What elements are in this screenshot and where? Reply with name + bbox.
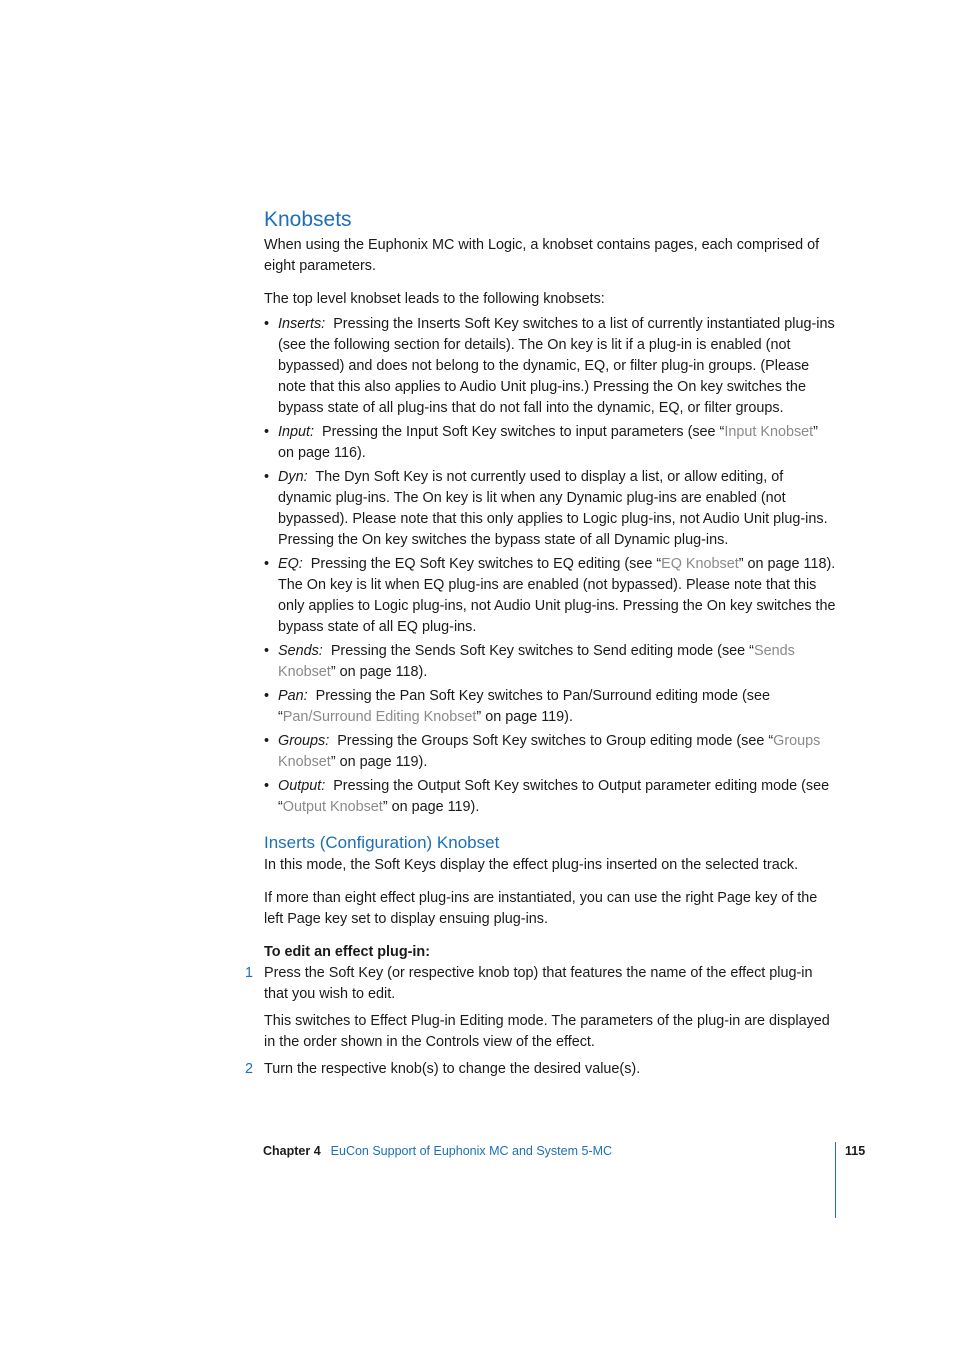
subsection-paragraph-1: In this mode, the Soft Keys display the effect plug-ins inserted on the selected track. xyxy=(264,857,799,873)
step-text: Turn the respective knob(s) to change the desired value(s). xyxy=(264,1061,641,1077)
page-content xyxy=(245,205,836,1080)
page-number: 115 xyxy=(845,1144,866,1158)
lead-paragraph: The top level knobset leads to the following knobsets: xyxy=(264,291,605,307)
footer-divider xyxy=(835,1142,836,1218)
step-1 xyxy=(245,963,836,1053)
list-item: • Input: Pressing the Input Soft Key switches to input parameters (see “Input Knobset” on page 116). xyxy=(264,424,818,461)
step-note: This switches to Effect Plug-in Editing mode. The parameters of the plug-in are displayed in the order shown in the Controls view of the effect. xyxy=(264,1013,830,1050)
page-footer xyxy=(263,1142,612,1160)
intro-paragraph: When using the Euphonix MC with Logic, a knobset contains pages, each comprised of eight parameters. xyxy=(264,237,820,274)
output-knobset-link[interactable]: Output Knobset xyxy=(282,799,383,815)
subsection-title: Inserts (Configuration) Knobset xyxy=(264,833,500,852)
subsection-paragraph-2: If more than eight effect plug-ins are instantiated, you can use the right Page key of the left Page key set to display ensuing plug-ins. xyxy=(264,890,818,927)
section-title: Knobsets xyxy=(264,208,352,231)
list-item: • Sends: Pressing the Sends Soft Key switches to Send editing mode (see “Sends Knobset” on page 118). xyxy=(264,643,795,680)
step-2 xyxy=(245,1059,836,1080)
step-text: Press the Soft Key (or respective knob top) that features the name of the effect plug-in that you wish to edit. xyxy=(264,965,813,1002)
knobset-list xyxy=(264,314,836,818)
sends-knobset-link[interactable]: Sends Knobset xyxy=(278,643,795,680)
step-number: 2 xyxy=(245,1061,254,1077)
input-knobset-link[interactable]: Input Knobset xyxy=(724,424,814,440)
footer-chapter: Chapter 4 xyxy=(263,1144,321,1158)
procedure-title: To edit an effect plug-in: xyxy=(264,944,431,960)
list-item: • Dyn: The Dyn Soft Key is not currently used to display a list, or allow editing, of dynamic plug-ins. The On key is lit when any Dynamic plug-ins are enabled (not bypassed). Please note that this only applies to Logic plug-ins, not Audio Unit plug-ins. Pressing the On key switches the bypass state of all Dynamic plug-ins. xyxy=(264,469,828,548)
footer-chapter-title: EuCon Support of Euphonix MC and System 5-MC xyxy=(330,1144,613,1158)
pan-surround-knobset-link[interactable]: Pan/Surround Editing Knobset xyxy=(282,709,477,725)
eq-knobset-link[interactable]: EQ Knobset xyxy=(661,556,739,572)
list-item: • Groups: Pressing the Groups Soft Key switches to Group editing mode (see “Groups Knobset” on page 119). xyxy=(264,733,821,770)
groups-knobset-link[interactable]: Groups Knobset xyxy=(278,733,821,770)
list-item: • Output: Pressing the Output Soft Key switches to Output parameter editing mode (see “Output Knobset” on page 119). xyxy=(264,778,830,815)
list-item: • Pan: Pressing the Pan Soft Key switches to Pan/Surround editing mode (see “Pan/Surround Editing Knobset” on page 119). xyxy=(264,688,770,725)
list-item: • EQ: Pressing the EQ Soft Key switches to EQ editing (see “EQ Knobset” on page 118). The On key is lit when EQ plug-ins are enabled (not bypassed). Please note that this only applies to Logic plug-ins, not Audio Unit plug-ins. Pressing the On key switches the bypass state of all EQ plug-ins. xyxy=(264,556,836,635)
list-item: • Inserts: Pressing the Inserts Soft Key switches to a list of currently instantiated plug-ins (see the following section for details). The On key is lit if a plug-in is enabled (not bypassed) and does not belong to the dynamic, EQ, or filter plug-in groups. (Please note that this also applies to Audio Unit plug-ins.) Pressing the On key switches the bypass state of all plug-ins that do not fall into the dynamic, EQ, or filter groups. xyxy=(264,316,835,416)
step-number: 1 xyxy=(245,965,254,981)
